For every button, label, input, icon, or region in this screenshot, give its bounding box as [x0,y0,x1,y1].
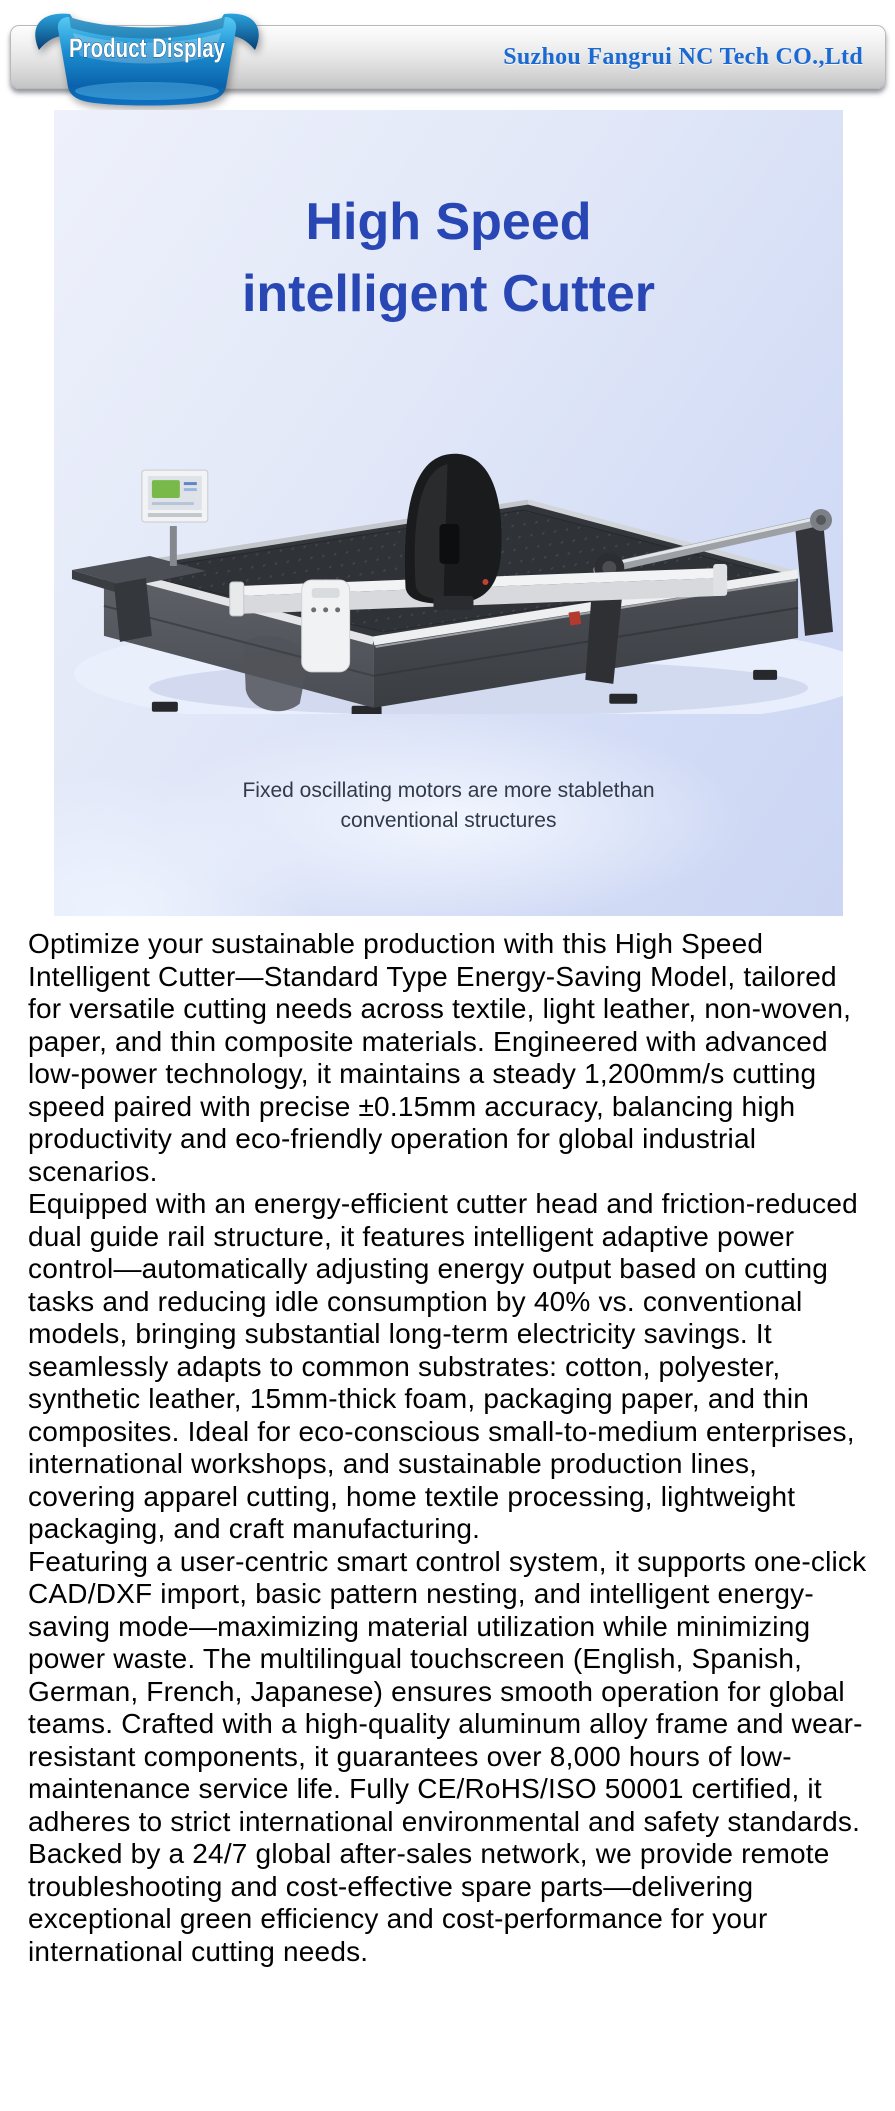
hero-caption-line2: conventional structures [340,809,557,832]
description-paragraph-2: Equipped with an energy-efficient cutter head and friction-reduced dual guide rail structure, it features intelligent adaptive power control—automatically adjusting energy output based on cutting tasks and reducing idle consumption by 40% vs. conventional models, bringing substantial long-term electricity savings. It seamlessly adapts to common substrates: cotton, polyester, synthetic leather, 15mm-thick foam, packaging paper, and thin composites. Ideal for eco-conscious small-to-medium enterprises, international workshops, and sustainable production lines, covering apparel cutting, home textile processing, lightweight packaging, and craft manufacturing. [28,1188,858,1544]
description-paragraph-3: Featuring a user-centric smart control system, it supports one-click CAD/DXF import, basic pattern nesting, and intelligent energy-saving mode—maximizing material utilization while minimizing power waste. The multilingual touchscreen (English, Spanish, German, French, Japanese) ensures smooth operation for global teams. Crafted with a high-quality aluminum alloy frame and wear-resistant components, it guarantees over 8,000 hours of low-maintenance service life. Fully CE/RoHS/ISO 50001 certified, it adheres to strict international environmental and safety standards. Backed by a 24/7 global after-sales network, we provide remote troubleshooting and cost-effective spare parts—delivering exceptional green efficiency and cost-performance for your international cutting needs. [28,1545,867,1967]
hero-title [54,186,843,330]
description-paragraph-1: Optimize your sustainable production with this High Speed Intelligent Cutter—Standard Type Energy-Saving Model, tailored for versatile cutting needs across textile, light leather, non-woven, paper, and thin composite materials. Engineered with advanced low-power technology, it maintains a steady 1,200mm/s cutting speed paired with precise ±0.15mm accuracy, balancing high productivity and eco-friendly operation for global industrial scenarios. [28,928,852,1187]
hero-title-line2: intelligent Cutter [241,265,656,323]
ribbon-label: Product Display [69,33,225,63]
hero-caption [54,776,843,836]
product-display-ribbon [16,4,278,110]
pendant-console [302,580,350,672]
company-name: Suzhou Fangrui NC Tech CO.,Ltd [503,44,863,70]
red-accent [569,611,582,625]
cutter-machine-illustration [54,374,843,714]
ribbon-bottom-glow [75,82,219,100]
hero-caption-line1: Fixed oscillating motors are more stablethan [242,779,655,802]
hero-title-line1: High Speed [305,193,592,251]
product-description [28,928,868,1968]
cutter-head [405,454,502,610]
hero-card [54,110,843,916]
